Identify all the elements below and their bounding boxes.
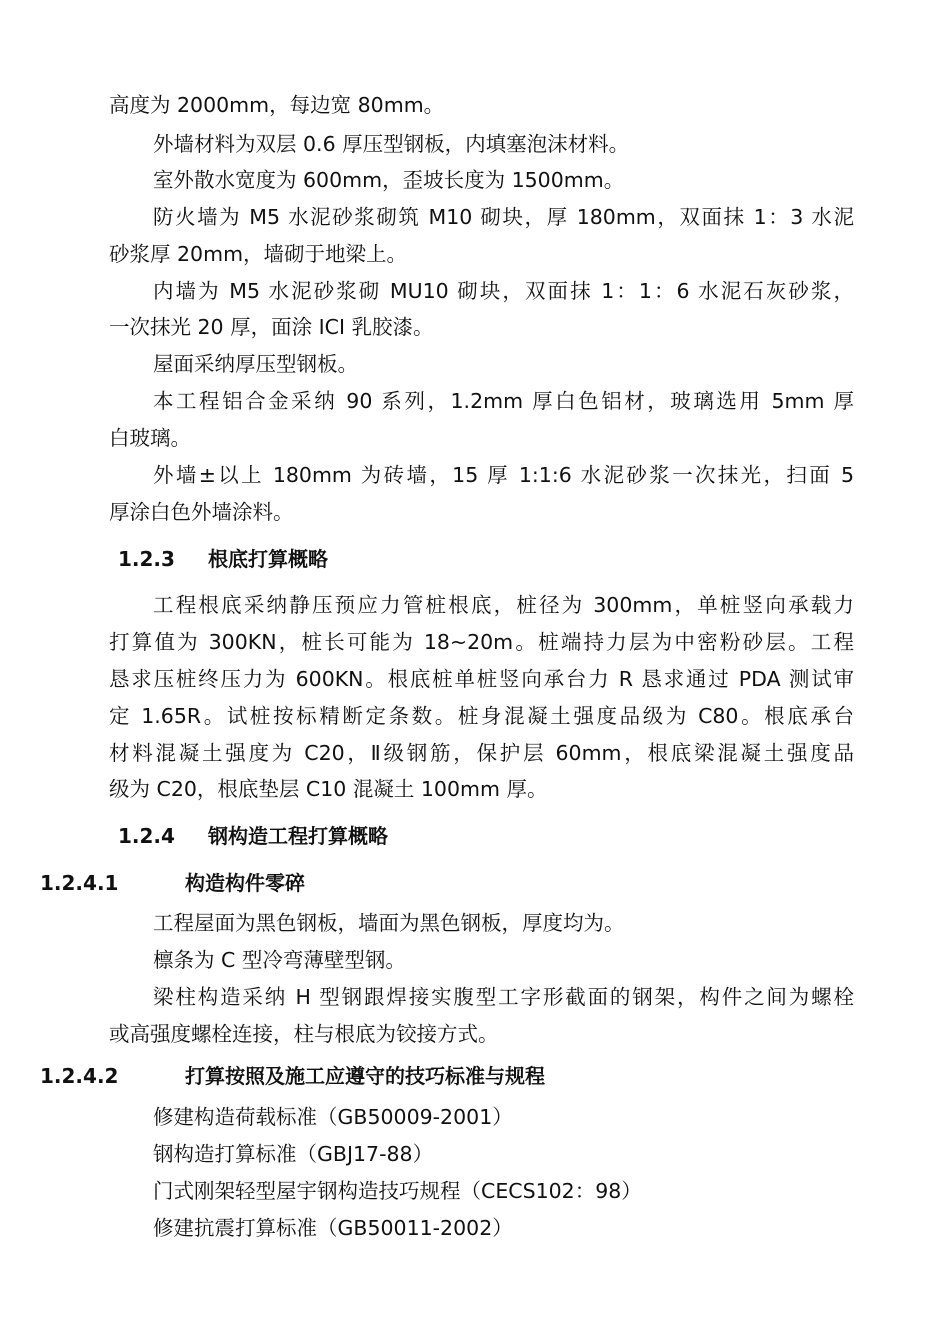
section-heading-1-2-4-2 <box>40 1062 545 1090</box>
heading-number: 1.2.4.2 <box>40 1064 119 1088</box>
text-line: 修建抗震打算标准（GB50011-2002） <box>153 1216 513 1240</box>
section-heading-1-2-3 <box>118 545 328 573</box>
text-line: 厚涂白色外墙涂料。 <box>109 500 294 524</box>
text-line: 檩条为 C 型冷弯薄壁型钢。 <box>153 948 406 972</box>
heading-number: 1.2.4 <box>118 824 175 848</box>
heading-number: 1.2.3 <box>118 547 175 571</box>
text-line: 门式刚架轻型屋宇钢构造技巧规程（CECS102：98） <box>153 1179 642 1203</box>
heading-title: 构造构件零碎 <box>185 871 305 895</box>
text-line: 梁柱构造采纳 H 型钢跟焊接实腹型工字形截面的钢架，构件之间为螺栓 <box>153 985 854 1009</box>
text-line: 砂浆厚 20mm，墙砌于地梁上。 <box>109 242 408 266</box>
section-heading-1-2-4 <box>118 822 388 850</box>
text-line: 钢构造打算标准（GBJ17-88） <box>153 1142 434 1166</box>
heading-title: 钢构造工程打算概略 <box>208 824 388 848</box>
text-line: 材料混凝土强度为 C20，Ⅱ级钢筋，保护层 60mm，根底梁混凝土强度品 <box>109 741 854 765</box>
text-line: 外墙材料为双层 0.6 厚压型钢板，内填塞泡沫材料。 <box>153 132 630 156</box>
heading-title: 打算按照及施工应遵守的技巧标准与规程 <box>185 1064 545 1088</box>
text-line: 防火墙为 M5 水泥砂浆砌筑 M10 砌块，厚 180mm，双面抹 1：3 水泥 <box>153 205 854 229</box>
text-line: 级为 C20，根底垫层 C10 混凝土 100mm 厚。 <box>109 777 548 801</box>
text-line: 工程屋面为黑色钢板，墙面为黑色钢板，厚度均为。 <box>153 911 625 935</box>
text-line: 一次抹光 20 厚，面涂 ICI 乳胶漆。 <box>109 315 434 339</box>
text-line: 本工程铝合金采纳 90 系列，1.2mm 厚白色铝材，玻璃选用 5mm 厚 <box>153 389 854 413</box>
text-line: 或高强度螺栓连接，柱与根底为铰接方式。 <box>109 1022 499 1046</box>
section-heading-1-2-4-1 <box>40 869 305 897</box>
text-line: 屋面采纳厚压型钢板。 <box>153 352 358 376</box>
text-line: 打算值为 300KN，桩长可能为 18~20m。桩端持力层为中密粉砂层。工程 <box>109 630 854 654</box>
heading-number: 1.2.4.1 <box>40 871 119 895</box>
text-line: 室外散水宽度为 600mm，歪坡长度为 1500mm。 <box>153 168 625 192</box>
text-line: 修建构造荷载标准（GB50009-2001） <box>153 1105 513 1129</box>
text-line: 恳求压桩终压力为 600KN。根底桩单桩竖向承台力 R 恳求通过 PDA 测试审 <box>109 667 854 691</box>
text-line: 定 1.65R。试桩按标精断定条数。桩身混凝土强度品级为 C80。根底承台 <box>109 704 854 728</box>
text-line: 内墙为 M5 水泥砂浆砌 MU10 砌块，双面抹 1：1：6 水泥石灰砂浆， <box>153 279 854 303</box>
text-line: 高度为 2000mm，每边宽 80mm。 <box>109 93 445 117</box>
text-line: 白玻璃。 <box>109 426 191 450</box>
text-line: 外墙±以上 180mm 为砖墙，15 厚 1:1:6 水泥砂浆一次抹光，扫面 5 <box>153 463 854 487</box>
text-line: 工程根底采纳静压预应力管桩根底，桩径为 300mm，单桩竖向承载力 <box>153 593 854 617</box>
heading-title: 根底打算概略 <box>208 547 328 571</box>
